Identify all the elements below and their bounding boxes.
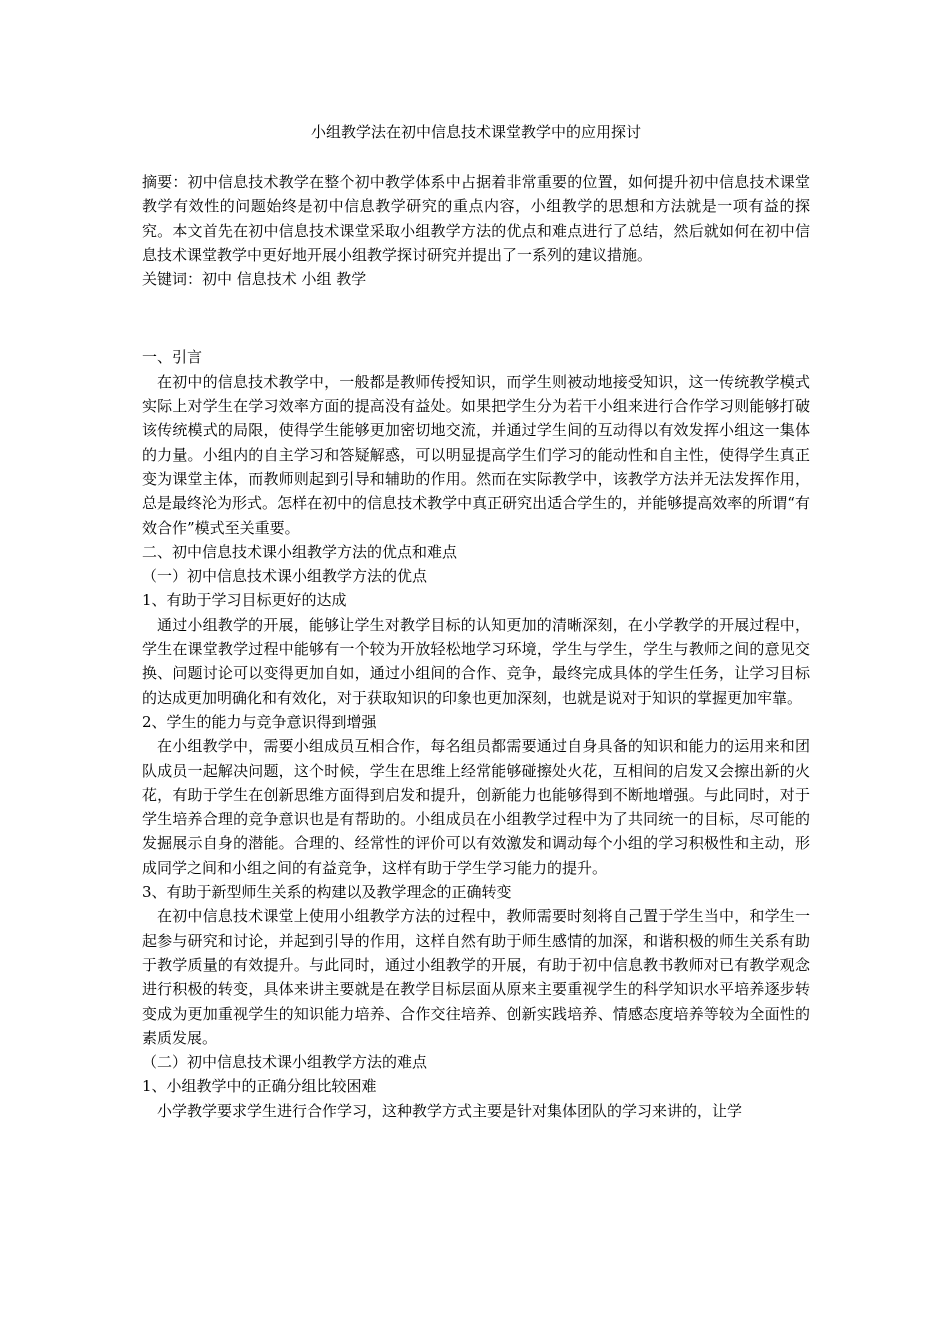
point-2-paragraph: 在小组教学中，需要小组成员互相合作，每名组员都需要通过自身具备的知识和能力的运用来和团队成员一起解决问题，这个时候，学生在思维上经常能够碰擦处火花，互相间的启发又会擦出新的火花，有助于学生在创新思维方面得到启发和提升，创新能力也能够得到不断地增强。与此同时，对于学生培养合理的竞争意识也是有帮助的。小组成员在小组教学过程中为了共同统一的目标，尽可能的发掘展示自身的潜能。合理的、经常性的评价可以有效激发和调动每个小组的学习积极性和主动，形成同学之间和小组之间的有益竞争，这样有助于学生学习能力的提升。 bbox=[142, 737, 810, 877]
document-page bbox=[142, 120, 810, 1123]
subheading-difficulties: （二）初中信息技术课小组教学方法的难点 bbox=[142, 1053, 428, 1072]
keywords-line: 关键词：初中 信息技术 小组 教学 bbox=[142, 270, 367, 289]
introduction-paragraph: 在初中的信息技术教学中，一般都是教师传授知识，而学生则被动地接受知识，这一传统教学模式实际上对学生在学习效率方面的提高没有益处。如果把学生分为若干小组来进行合作学习则能够打破该传统模式的局限，使得学生能够更加密切地交流，并通过学生间的互动得以有效发挥小组这一集体的力量。小组内的自主学习和答疑解惑，可以明显提高学生们学习的能动性和自主性，使得学生真正变为课堂主体，而教师则起到引导和辅助的作用。然而在实际教学中，该教学方法并无法发挥作用，总是最终沦为形式。怎样在初中的信息技术教学中真正研究出适合学生的，并能够提高效率的所谓“有效合作”模式至关重要。 bbox=[142, 372, 810, 537]
point-1-paragraph: 通过小组教学的开展，能够让学生对教学目标的认知更加的清晰深刻，在小学教学的开展过程中，学生在课堂教学过程中能够有一个较为开放轻松地学习环境，学生与学生，学生与教师之间的意见交换、问题讨论可以变得更加自如，通过小组间的合作、竞争，最终完成具体的学生任务，让学习目标的达成更加明确化和有效化，对于获取知识的印象也更加深刻，也就是说对于知识的掌握更加牢靠。 bbox=[142, 615, 810, 707]
abstract-paragraph: 摘要：初中信息技术教学在整个初中教学体系中占据着非常重要的位置，如何提升初中信息技术课堂教学有效性的问题始终是初中信息教学研究的重点内容，小组教学的思想和方法就是一项有益的探究。本文首先在初中信息技术课堂采取小组教学方法的优点和难点进行了总结，然后就如何在初中信息技术课堂教学中更好地开展小组教学探讨研究并提出了一系列的建议措施。 bbox=[142, 173, 810, 264]
heading-point-1: 1、有助于学习目标更好的达成 bbox=[142, 591, 347, 610]
document-title: 小组教学法在初中信息技术课堂教学中的应用探讨 bbox=[310, 123, 641, 141]
heading-section-two: 二、初中信息技术课小组教学方法的优点和难点 bbox=[142, 542, 458, 561]
heading-point-3: 3、有助于新型师生关系的构建以及教学理念的正确转变 bbox=[142, 883, 512, 902]
point-3-paragraph: 在初中信息技术课堂上使用小组教学方法的过程中，教师需要时刻将自己置于学生当中，和学生一起参与研究和讨论，并起到引导的作用，这样自然有助于师生感情的加深，和谐积极的师生关系有助于教学质量的有效提升。与此同时，通过小组教学的开展，有助于初中信息教书教师对已有教学观念进行积极的转变，具体来讲主要就是在教学目标层面从原来主要重视学生的科学知识水平培养逐步转变成为更加重视学生的知识能力培养、合作交往培养、创新实践培养、情感态度培养等较为全面性的素质发展。 bbox=[142, 907, 810, 1047]
difficulty-1-paragraph: 小学教学要求学生进行合作学习，这种教学方式主要是针对集体团队的学习来讲的，让学 bbox=[157, 1101, 743, 1120]
heading-difficulty-1: 1、小组教学中的正确分组比较困难 bbox=[142, 1077, 377, 1096]
heading-point-2: 2、学生的能力与竞争意识得到增强 bbox=[142, 712, 377, 731]
heading-introduction: 一、引言 bbox=[142, 348, 203, 367]
subheading-advantages: （一）初中信息技术课小组教学方法的优点 bbox=[142, 567, 428, 586]
section-spacer bbox=[142, 291, 810, 345]
